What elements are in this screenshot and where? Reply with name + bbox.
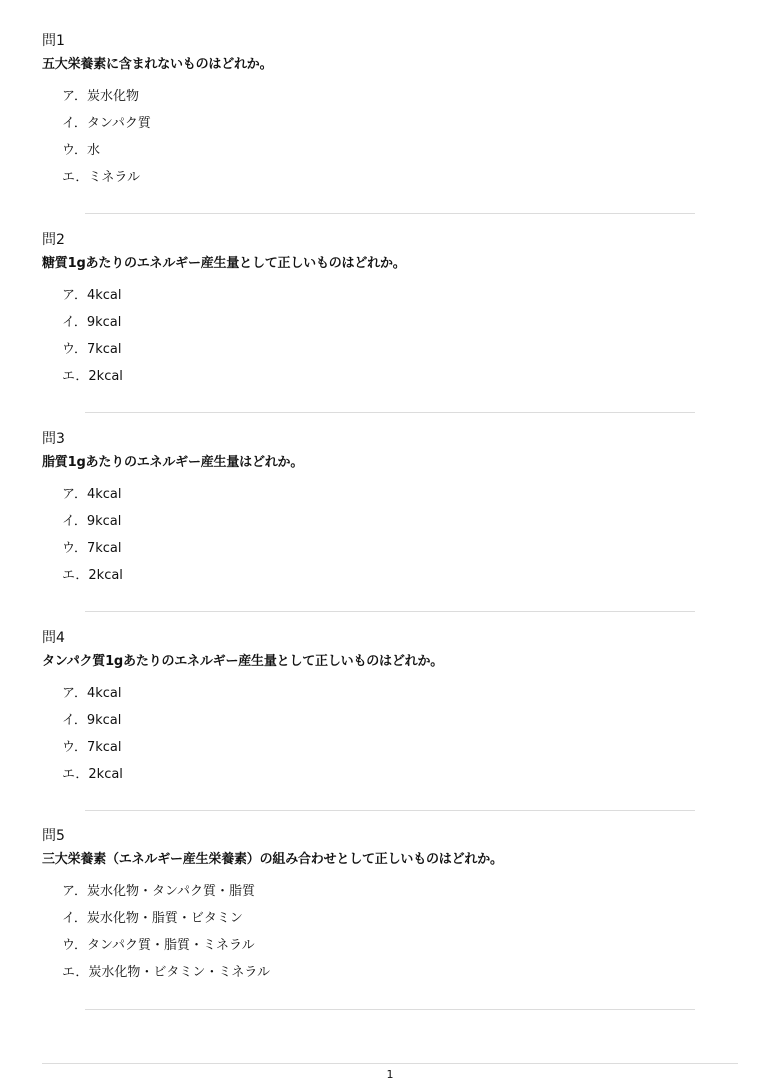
- question-number: 問3: [42, 431, 65, 447]
- choice-d: エ．ミネラル: [62, 170, 141, 185]
- choice-b: イ．タンパク質: [62, 116, 151, 131]
- question-2: [42, 231, 742, 395]
- choice-a: ア．炭水化物・タンパク質・脂質: [62, 884, 256, 899]
- choice-c: ウ．タンパク質・脂質・ミネラル: [62, 938, 255, 953]
- page-number: 1: [386, 1068, 394, 1081]
- question-divider: [85, 611, 695, 612]
- choice-d: エ．炭水化物・ビタミン・ミネラル: [62, 965, 271, 980]
- question-number: 問4: [42, 630, 65, 646]
- choice-c: ウ．7kcal: [62, 541, 122, 556]
- question-text: 三大栄養素（エネルギー産生栄養素）の組み合わせとして正しいものはどれか。: [42, 852, 503, 867]
- question-number: 問1: [42, 33, 65, 49]
- choice-a: ア．4kcal: [62, 686, 122, 701]
- choice-b: イ．9kcal: [62, 713, 122, 728]
- choice-c: ウ．7kcal: [62, 740, 122, 755]
- choice-list: [62, 287, 742, 395]
- choice-d: エ．2kcal: [62, 767, 123, 782]
- choice-b: イ．9kcal: [62, 514, 122, 529]
- question-text: 糖質1gあたりのエネルギー産生量として正しいものはどれか。: [42, 256, 406, 271]
- question-number: 問5: [42, 828, 65, 844]
- question-4: [42, 629, 742, 793]
- choice-b: イ．9kcal: [62, 315, 122, 330]
- choice-d: エ．2kcal: [62, 568, 123, 583]
- question-divider: [85, 213, 695, 214]
- choice-list: [62, 486, 742, 594]
- choice-b: イ．炭水化物・脂質・ビタミン: [62, 911, 243, 926]
- choice-a: ア．4kcal: [62, 288, 122, 303]
- choice-c: ウ．7kcal: [62, 342, 122, 357]
- choice-c: ウ．水: [62, 143, 100, 158]
- question-text: タンパク質1gあたりのエネルギー産生量として正しいものはどれか。: [42, 654, 444, 669]
- choice-list: [62, 685, 742, 793]
- question-text: 脂質1gあたりのエネルギー産生量はどれか。: [42, 455, 304, 470]
- question-text: 五大栄養素に含まれないものはどれか。: [42, 57, 273, 72]
- question-5: [42, 827, 742, 991]
- choice-list: [62, 88, 742, 196]
- choice-a: ア．4kcal: [62, 487, 122, 502]
- choice-a: ア．炭水化物: [62, 89, 139, 104]
- question-1: [42, 32, 742, 196]
- choice-list: [62, 883, 742, 991]
- choice-d: エ．2kcal: [62, 369, 123, 384]
- question-divider: [85, 412, 695, 413]
- question-divider: [85, 1009, 695, 1010]
- question-divider: [85, 810, 695, 811]
- question-number: 問2: [42, 232, 65, 248]
- question-3: [42, 430, 742, 594]
- footer-divider: [42, 1063, 738, 1064]
